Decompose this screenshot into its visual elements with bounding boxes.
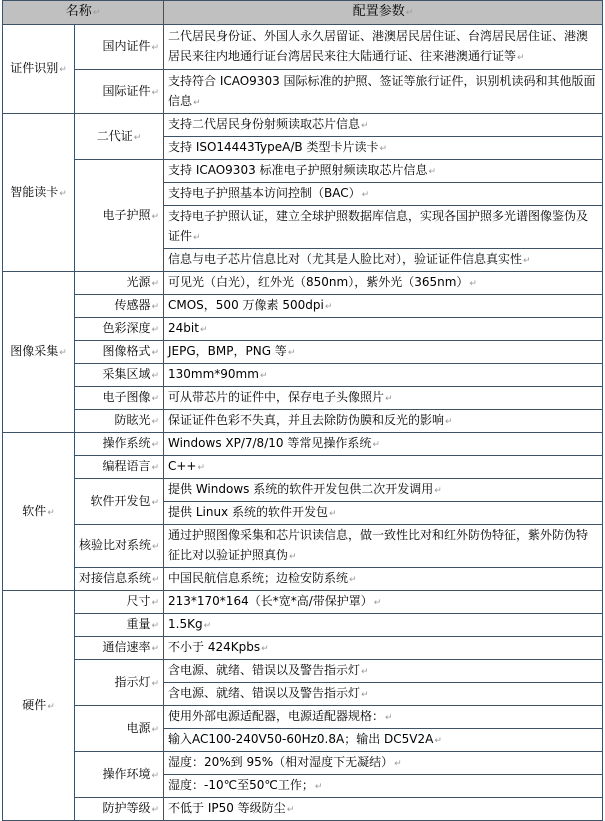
paragraph-mark-icon: ↵ — [151, 598, 159, 608]
paragraph-mark-icon: ↵ — [151, 417, 159, 427]
paragraph-mark-icon: ↵ — [47, 701, 55, 712]
value-cell — [164, 706, 603, 729]
category-cell — [3, 272, 75, 433]
item-name-cell — [75, 660, 164, 706]
item-name-cell — [75, 568, 164, 591]
paragraph-mark-icon: ↵ — [151, 348, 159, 358]
table-row — [3, 479, 603, 502]
value-cell — [164, 410, 603, 433]
value-cell — [164, 798, 603, 821]
item-value: 提供 Linux 系统的软件开发包 — [168, 505, 328, 519]
item-name-cell — [75, 114, 164, 160]
paragraph-mark-icon: ↵ — [152, 542, 160, 552]
paragraph-mark-icon: ↵ — [405, 8, 414, 18]
paragraph-mark-icon: ↵ — [373, 598, 382, 608]
item-name-cell — [75, 637, 164, 660]
item-value: 保证证件色彩不失真，并且去除防伪膜和反光的影响 — [168, 413, 445, 427]
category-label: 软件 — [22, 503, 47, 518]
item-value: 支持二代居民身份射频读取芯片信息 — [168, 117, 361, 131]
paragraph-mark-icon: ↵ — [151, 211, 159, 222]
table-row — [3, 525, 603, 568]
category-cell — [3, 25, 75, 114]
category-label: 图像采集 — [10, 344, 59, 358]
paragraph-mark-icon: ↵ — [361, 667, 369, 677]
paragraph-mark-icon: ↵ — [151, 87, 159, 98]
paragraph-mark-icon: ↵ — [151, 770, 159, 781]
table-row — [3, 295, 603, 318]
table-row — [3, 114, 603, 137]
paragraph-mark-icon: ↵ — [151, 440, 159, 450]
item-name: 尺寸 — [126, 594, 151, 608]
item-name: 防眩光 — [114, 413, 151, 427]
item-name-cell — [75, 456, 164, 479]
value-cell — [164, 479, 603, 502]
item-value: JEPG，BMP，PNG 等 — [168, 344, 287, 358]
item-value: 支持 ISO14443TypeA/B 类型卡片读卡 — [168, 140, 379, 154]
item-value: 不小于 424Kpbs — [168, 640, 261, 654]
item-name: 指示灯 — [114, 674, 151, 689]
item-value: 可从带芯片的证件中，保存电子头像照片 — [168, 390, 385, 404]
value-cell — [164, 183, 603, 206]
paragraph-mark-icon: ↵ — [151, 302, 159, 312]
paragraph-mark-icon: ↵ — [328, 509, 337, 519]
value-cell — [164, 137, 603, 160]
item-value: C++ — [168, 459, 197, 473]
item-name-cell — [75, 410, 164, 433]
value-cell — [164, 160, 603, 183]
value-cell — [164, 775, 603, 798]
category-cell — [3, 114, 75, 272]
item-value: 湿度：-10℃至50℃工作； — [168, 778, 314, 792]
table-row — [3, 614, 603, 637]
value-cell — [164, 318, 603, 341]
paragraph-mark-icon: ↵ — [349, 575, 357, 585]
value-cell — [164, 683, 603, 706]
paragraph-mark-icon: ↵ — [151, 325, 159, 335]
item-value: Windows XP/7/8/10 等常见操作系统 — [168, 436, 372, 450]
paragraph-mark-icon: ↵ — [286, 805, 295, 815]
value-cell — [164, 249, 603, 272]
paragraph-mark-icon: ↵ — [199, 325, 208, 335]
item-name: 编程语言 — [102, 459, 151, 473]
paragraph-mark-icon: ↵ — [151, 279, 159, 289]
item-value: 使用外部电源适配器，电源适配器规格： — [168, 709, 385, 723]
paragraph-mark-icon: ↵ — [361, 190, 370, 200]
table-row — [3, 433, 603, 456]
item-value: 中国民航信息系统；边检安防系统 — [168, 571, 349, 585]
item-value: 二代居民身份证、外国人永久居留证、港澳居民居住证、台湾居民居住证、港澳居民来往内地通行证台湾居民来往大陆通行证、往来港澳通行证等 — [168, 29, 589, 63]
item-name-cell — [75, 272, 164, 295]
item-name-cell — [75, 525, 164, 568]
item-name-cell — [75, 341, 164, 364]
paragraph-mark-icon: ↵ — [151, 678, 159, 689]
item-value: CMOS，500 万像素 500dpi — [168, 298, 324, 312]
value-cell — [164, 525, 603, 568]
paragraph-mark-icon: ↵ — [259, 371, 268, 381]
paragraph-mark-icon: ↵ — [193, 233, 201, 243]
item-name-cell — [75, 479, 164, 525]
value-cell — [164, 206, 603, 249]
paragraph-mark-icon: ↵ — [287, 348, 296, 358]
value-cell — [164, 456, 603, 479]
item-value: 支持电子护照认证，建立全球护照数据库信息，实现各国护照多光谱图像鉴伪及证件 — [168, 209, 589, 243]
header-params — [164, 1, 603, 25]
value-cell — [164, 433, 603, 456]
paragraph-mark-icon: ↵ — [59, 348, 67, 358]
paragraph-mark-icon: ↵ — [361, 121, 369, 131]
item-name: 重量 — [126, 617, 151, 631]
item-name: 国内证件 — [102, 39, 151, 53]
item-name-cell — [75, 706, 164, 752]
paragraph-mark-icon: ↵ — [394, 759, 402, 769]
item-value: 1.5Kg — [168, 617, 203, 631]
paragraph-mark-icon: ↵ — [92, 8, 101, 18]
paragraph-mark-icon: ↵ — [197, 463, 206, 473]
value-cell — [164, 752, 603, 775]
item-name-cell — [75, 160, 164, 272]
paragraph-mark-icon: ↵ — [203, 621, 212, 631]
paragraph-mark-icon: ↵ — [372, 440, 380, 450]
value-cell — [164, 614, 603, 637]
item-value: 湿度：20%到 95%（相对湿度下无凝结） — [168, 755, 394, 769]
item-name: 通信速率 — [102, 640, 151, 654]
category-cell — [3, 591, 75, 821]
table-row — [3, 752, 603, 775]
paragraph-mark-icon: ↵ — [151, 497, 159, 508]
header-params-text: 配置参数 — [352, 4, 405, 19]
paragraph-mark-icon: ↵ — [379, 144, 387, 154]
item-value: 213*170*164（长*宽*高/带保护罩） — [168, 594, 373, 608]
table-row — [3, 637, 603, 660]
paragraph-mark-icon: ↵ — [151, 621, 159, 631]
item-name: 软件开发包 — [90, 493, 151, 508]
item-name-cell — [75, 752, 164, 798]
paragraph-mark-icon: ↵ — [385, 713, 393, 723]
paragraph-mark-icon: ↵ — [151, 805, 159, 815]
paragraph-mark-icon: ↵ — [428, 167, 437, 177]
item-name: 采集区域 — [102, 367, 151, 381]
category-label: 智能读卡 — [10, 184, 59, 199]
paragraph-mark-icon: ↵ — [151, 43, 159, 53]
paragraph-mark-icon: ↵ — [193, 97, 201, 108]
table-row — [3, 272, 603, 295]
item-name: 防护等级 — [102, 801, 151, 815]
item-name: 核验比对系统 — [79, 538, 152, 552]
paragraph-mark-icon: ↵ — [151, 394, 159, 404]
item-name-cell — [75, 387, 164, 410]
paragraph-mark-icon: ↵ — [361, 690, 369, 700]
paragraph-mark-icon: ↵ — [324, 302, 333, 312]
paragraph-mark-icon: ↵ — [151, 371, 159, 381]
value-cell — [164, 114, 603, 137]
item-name: 对接信息系统 — [79, 571, 152, 585]
item-value: 24bit — [168, 321, 199, 335]
category-label: 硬件 — [22, 697, 47, 712]
spec-table — [2, 0, 603, 821]
category-label: 证件识别 — [10, 61, 59, 75]
value-cell — [164, 364, 603, 387]
paragraph-mark-icon: ↵ — [133, 132, 142, 143]
table-row — [3, 591, 603, 614]
paragraph-mark-icon: ↵ — [517, 53, 525, 63]
paragraph-mark-icon: ↵ — [445, 417, 453, 427]
item-value: 输入AC100-240V50-60Hz0.8A；输出 DC5V2A — [168, 732, 434, 746]
value-cell — [164, 387, 603, 410]
header-name — [3, 1, 164, 25]
paragraph-mark-icon: ↵ — [261, 644, 269, 654]
paragraph-mark-icon: ↵ — [434, 736, 442, 746]
value-cell — [164, 660, 603, 683]
item-name-cell — [75, 295, 164, 318]
item-name: 电子护照 — [102, 207, 151, 222]
table-row — [3, 798, 603, 821]
value-cell — [164, 591, 603, 614]
item-value: 不低于 IP50 等级防尘 — [168, 801, 286, 815]
header-row — [3, 1, 603, 25]
item-value: 支持 ICAO9303 标准电子护照射频读取芯片信息 — [168, 163, 428, 177]
table-row — [3, 410, 603, 433]
item-value: 通过护照图像采集和芯片识读信息，做一致性比对和红外防伪特征，紫外防伪特征比对以验证护照真伪 — [168, 528, 589, 562]
value-cell — [164, 341, 603, 364]
item-value: 130mm*90mm — [168, 367, 259, 381]
paragraph-mark-icon: ↵ — [469, 279, 477, 289]
item-name-cell — [75, 25, 164, 70]
item-name-cell — [75, 70, 164, 114]
paragraph-mark-icon: ↵ — [59, 188, 67, 199]
paragraph-mark-icon: ↵ — [59, 65, 67, 75]
value-cell — [164, 25, 603, 70]
item-name-cell — [75, 318, 164, 341]
table-row — [3, 568, 603, 591]
item-name-cell — [75, 798, 164, 821]
item-name-cell — [75, 614, 164, 637]
table-row — [3, 387, 603, 410]
item-value: 含电源、就绪、错误以及警告指示灯 — [168, 686, 361, 700]
paragraph-mark-icon: ↵ — [151, 644, 159, 654]
value-cell — [164, 637, 603, 660]
item-name: 国际证件 — [102, 83, 151, 98]
table-row — [3, 341, 603, 364]
category-cell — [3, 433, 75, 591]
paragraph-mark-icon: ↵ — [314, 782, 323, 792]
item-name: 电源 — [126, 720, 151, 735]
item-value: 提供 Windows 系统的软件开发包供二次开发调用 — [168, 482, 434, 496]
table-row — [3, 70, 603, 114]
item-name-cell — [75, 433, 164, 456]
value-cell — [164, 70, 603, 114]
item-name: 电子图像 — [102, 390, 151, 404]
table-row — [3, 160, 603, 183]
item-name: 操作系统 — [102, 436, 151, 450]
table-row — [3, 706, 603, 729]
paragraph-mark-icon: ↵ — [151, 724, 159, 735]
paragraph-mark-icon: ↵ — [152, 575, 160, 585]
item-name: 二代证 — [96, 128, 133, 143]
item-value: 信息与电子芯片信息比对（尤其是人脸比对），验证证件信息真实性 — [168, 252, 523, 266]
item-name: 传感器 — [114, 298, 151, 312]
value-cell — [164, 568, 603, 591]
item-name-cell — [75, 591, 164, 614]
item-value: 支持电子护照基本访问控制（BAC） — [168, 186, 361, 200]
item-name: 色彩深度 — [102, 321, 151, 335]
item-value: 支持符合 ICAO9303 国际标准的护照、签证等旅行证件，识别机读码和其他版面信息 — [168, 73, 596, 108]
item-name: 图像格式 — [102, 344, 151, 358]
value-cell — [164, 295, 603, 318]
value-cell — [164, 272, 603, 295]
item-name: 操作环境 — [102, 766, 151, 781]
table-row — [3, 660, 603, 683]
table-row — [3, 318, 603, 341]
header-name-text: 名称 — [65, 4, 92, 19]
item-name-cell — [75, 364, 164, 387]
table-row — [3, 25, 603, 70]
item-name: 光源 — [126, 275, 151, 289]
paragraph-mark-icon: ↵ — [385, 394, 393, 404]
value-cell — [164, 502, 603, 525]
item-value: 含电源、就绪、错误以及警告指示灯 — [168, 663, 361, 677]
paragraph-mark-icon: ↵ — [434, 486, 442, 496]
paragraph-mark-icon: ↵ — [151, 463, 159, 473]
item-value: 可见光（白光），红外光（850nm），紫外光（365nm） — [168, 275, 469, 289]
value-cell — [164, 729, 603, 752]
paragraph-mark-icon: ↵ — [523, 256, 531, 266]
table-row — [3, 456, 603, 479]
paragraph-mark-icon: ↵ — [289, 552, 297, 562]
paragraph-mark-icon: ↵ — [47, 507, 55, 518]
table-row — [3, 364, 603, 387]
